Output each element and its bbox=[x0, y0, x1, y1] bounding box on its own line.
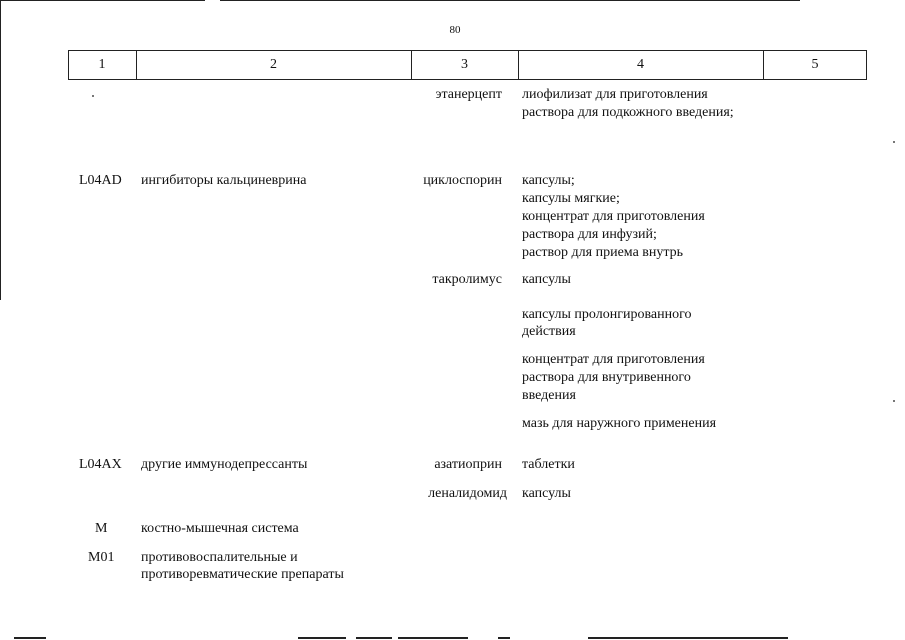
header-col-3: 3 bbox=[461, 57, 468, 72]
scan-dot bbox=[893, 141, 895, 143]
header-col-5: 5 bbox=[811, 57, 819, 72]
substance-cell: этанерцепт bbox=[435, 87, 502, 102]
form-line: мазь для наружного применения bbox=[522, 416, 717, 431]
form-line: раствора для инфузий; bbox=[522, 227, 657, 242]
scan-border-bottom-4 bbox=[398, 637, 468, 639]
form-line: лиофилизат для приготовления bbox=[522, 87, 708, 102]
scan-dot bbox=[893, 400, 895, 402]
form-line: раствора для подкожного введения; bbox=[522, 105, 734, 120]
scan-border-top-left bbox=[0, 0, 205, 1]
scan-border-left bbox=[0, 0, 1, 300]
substance-cell: циклоспорин bbox=[423, 173, 502, 188]
scan-border-bottom-6 bbox=[588, 637, 788, 639]
form-line: капсулы bbox=[522, 272, 571, 287]
form-line: раствор для приема внутрь bbox=[522, 245, 684, 260]
scan-border-bottom-3 bbox=[356, 637, 392, 639]
header-col-4: 4 bbox=[637, 57, 644, 72]
scan-border-bottom-1 bbox=[14, 637, 46, 639]
form-line: концентрат для приготовления bbox=[522, 352, 705, 367]
atc-code-cell: M bbox=[95, 521, 108, 536]
scan-dot bbox=[92, 95, 94, 97]
header-col-2: 2 bbox=[270, 57, 277, 72]
scan-border-top-right bbox=[220, 0, 800, 1]
group-name-cell: костно-мышечная система bbox=[141, 521, 299, 536]
group-name-cell: другие иммунодепрессанты bbox=[141, 457, 308, 472]
substance-cell: азатиоприн bbox=[434, 457, 502, 472]
group-name-cell: ингибиторы кальциневрина bbox=[141, 173, 307, 188]
group-name-cell: противовоспалительные и bbox=[141, 550, 298, 565]
form-line: капсулы пролонгированного bbox=[522, 307, 692, 322]
form-line: раствора для внутривенного bbox=[522, 370, 691, 385]
substance-cell: леналидомид bbox=[428, 486, 507, 501]
form-line: таблетки bbox=[522, 457, 575, 472]
scan-border-bottom-2 bbox=[298, 637, 346, 639]
substance-cell: такролимус bbox=[432, 272, 502, 287]
group-name-cell: противоревматические препараты bbox=[141, 567, 344, 582]
page-number: 80 bbox=[449, 24, 461, 36]
table-header bbox=[68, 50, 867, 80]
form-line: капсулы bbox=[522, 486, 571, 501]
header-sep-5 bbox=[866, 51, 867, 79]
form-line: действия bbox=[522, 324, 576, 339]
atc-code-cell: L04AD bbox=[79, 173, 122, 188]
form-line: введения bbox=[522, 388, 576, 403]
form-line: капсулы; bbox=[522, 173, 575, 188]
form-line: концентрат для приготовления bbox=[522, 209, 705, 224]
scan-border-bottom-5 bbox=[498, 637, 510, 639]
atc-code-cell: L04AX bbox=[79, 457, 122, 472]
header-col-1: 1 bbox=[98, 57, 106, 72]
atc-code-cell: M01 bbox=[88, 550, 115, 565]
form-line: капсулы мягкие; bbox=[522, 191, 620, 206]
